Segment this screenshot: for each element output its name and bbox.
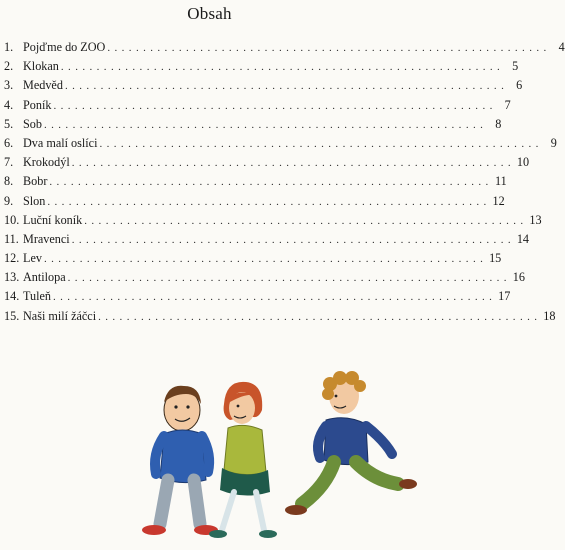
toc-title: Lev xyxy=(23,251,42,266)
toc-number: 15. xyxy=(4,308,20,323)
toc-leader-dots: .............................................................. xyxy=(67,272,511,285)
toc-page-number: 12 xyxy=(492,193,505,208)
toc-leader-dots: .............................................................. xyxy=(64,80,509,93)
toc-leader-dots: .............................................................. xyxy=(84,214,528,227)
toc-leader-dots: .............................................................. xyxy=(53,291,497,304)
toc-title: Krokodýl xyxy=(23,155,70,170)
toc-page-number: 11 xyxy=(494,174,507,189)
toc-page-number: 14 xyxy=(516,231,530,246)
toc-leader-dots: .............................................................. xyxy=(98,310,542,323)
toc-number: 6. xyxy=(4,135,14,150)
toc-title: Poník xyxy=(23,97,52,112)
toc-page-number: 13 xyxy=(529,212,542,227)
toc-title: Antilopa xyxy=(23,270,66,285)
toc-title: Sob xyxy=(23,116,42,131)
toc-leader-dots: .............................................................. xyxy=(99,137,543,150)
toc-leader-dots: .............................................................. xyxy=(71,233,516,246)
toc-entry[interactable] xyxy=(4,249,502,268)
toc-page-number: 4 xyxy=(558,40,565,54)
toc-leader-dots: .............................................................. xyxy=(49,176,493,189)
toc-title: Dva malí oslíci xyxy=(23,135,98,150)
toc-leader-dots: .............................................................. xyxy=(71,157,516,170)
toc-title: Bobr xyxy=(23,174,48,189)
toc-entry[interactable] xyxy=(4,57,519,76)
toc-entry[interactable] xyxy=(4,153,530,172)
toc-entry[interactable] xyxy=(4,192,505,211)
toc-leader-dots: .............................................................. xyxy=(43,118,488,131)
boy-in-blue-sweater-icon xyxy=(142,386,218,535)
toc-leader-dots: .............................................................. xyxy=(43,253,488,266)
toc-number: 8. xyxy=(4,174,14,189)
toc-number: 7. xyxy=(4,155,14,170)
toc-number: 9. xyxy=(4,193,14,208)
toc-title: Tuleň xyxy=(23,289,51,304)
toc-title: Slon xyxy=(23,193,46,208)
toc-page-number: 10 xyxy=(516,155,530,170)
toc-entry[interactable] xyxy=(4,38,565,57)
toc-number: 13. xyxy=(4,270,20,285)
toc-page-number: 18 xyxy=(543,308,556,323)
toc-leader-dots: .............................................................. xyxy=(60,61,505,74)
toc-page-number: 7 xyxy=(504,97,511,112)
toc-page-number: 5 xyxy=(512,59,519,74)
toc-page-number: 15 xyxy=(489,251,502,266)
running-boy-curly-hair-icon xyxy=(285,371,417,515)
toc-number: 4. xyxy=(4,97,14,112)
toc-number: 14. xyxy=(4,289,20,304)
toc-number: 1. xyxy=(4,40,14,54)
toc-number: 10. xyxy=(4,212,20,227)
toc-page-number: 6 xyxy=(516,78,523,93)
toc-entry[interactable] xyxy=(4,172,507,191)
toc-title: Klokan xyxy=(23,59,59,74)
toc-leader-dots: .............................................................. xyxy=(107,42,551,54)
girl-with-red-hair-icon xyxy=(209,382,277,538)
toc-title: Luční koník xyxy=(23,212,83,227)
toc-number: 5. xyxy=(4,116,14,131)
toc-number: 3. xyxy=(4,78,14,93)
toc-title: Naši milí žáčci xyxy=(23,308,97,323)
toc-leader-dots: .............................................................. xyxy=(53,99,497,112)
toc-entry[interactable] xyxy=(4,96,511,115)
children-illustration xyxy=(130,362,419,550)
toc-page-number: 16 xyxy=(512,270,525,285)
table-of-contents xyxy=(4,38,565,326)
toc-number: 12. xyxy=(4,251,20,266)
toc-number: 11. xyxy=(4,231,19,246)
page-title: Obsah xyxy=(187,4,232,23)
toc-entry[interactable] xyxy=(4,76,523,95)
toc-title: Medvěd xyxy=(23,78,63,93)
toc-entry[interactable] xyxy=(4,307,556,326)
toc-title: Pojďme do ZOO xyxy=(23,40,106,54)
toc-entry[interactable] xyxy=(4,230,530,249)
toc-entry[interactable] xyxy=(4,134,557,153)
toc-title: Mravenci xyxy=(23,231,70,246)
toc-entry[interactable] xyxy=(4,115,502,134)
toc-number: 2. xyxy=(4,59,14,74)
toc-entry[interactable] xyxy=(4,287,511,306)
toc-entry[interactable] xyxy=(4,268,525,287)
toc-page-number: 9 xyxy=(550,135,557,150)
toc-page-number: 17 xyxy=(498,289,511,304)
toc-entry[interactable] xyxy=(4,211,542,230)
toc-page-number: 8 xyxy=(495,116,502,131)
toc-leader-dots: .............................................................. xyxy=(47,195,491,208)
